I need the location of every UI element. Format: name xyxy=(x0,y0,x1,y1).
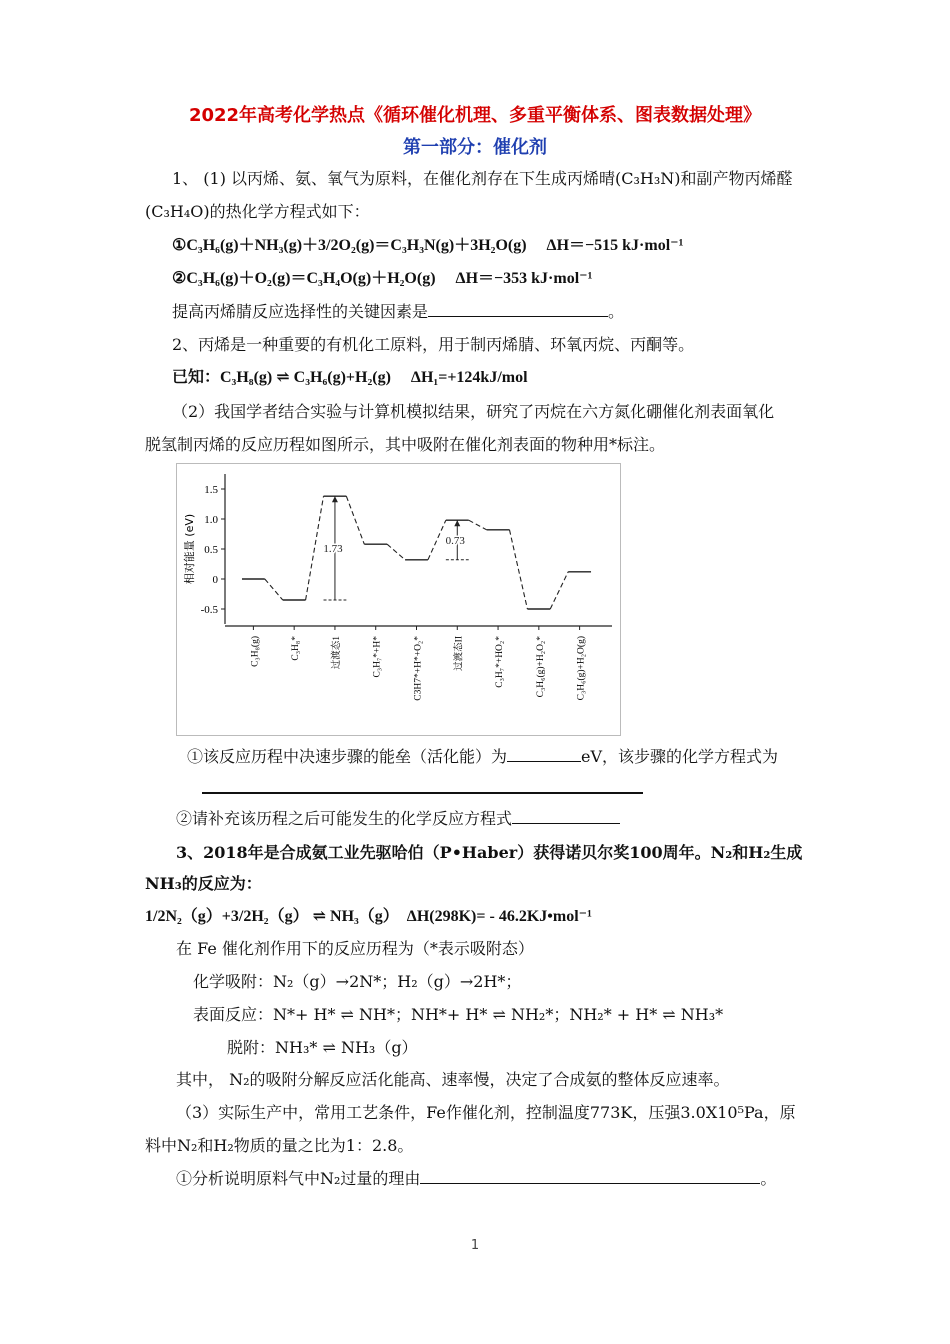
q2-sub2 xyxy=(176,808,846,830)
page-number: 1 xyxy=(470,1238,480,1253)
q2-sub1-text: ①该反应历程中决速步骤的能垒（活化能）为 xyxy=(187,747,508,766)
q2-sub1 xyxy=(187,746,857,768)
q2-known-equation: 已知：C₃H₈(g) ⇌ C₃H₆(g)+H₂(g) ΔH₁=+124kJ/mol xyxy=(172,369,528,386)
q3-mechanism-intro: 在 Fe 催化剂作用下的反应历程为（*表示吸附态） xyxy=(176,939,534,958)
energy-connector xyxy=(265,579,283,600)
q2-energy-barrier-blank[interactable] xyxy=(507,747,581,762)
y-tick-label: 1.5 xyxy=(204,484,218,496)
energy-connector xyxy=(387,544,405,560)
q1-equation-2: ②C₃H₆(g)＋O₂(g)＝C₃H₄O(g)＋H₂O(g) ΔH＝−353 kJ·mol⁻¹ xyxy=(172,270,593,287)
q2-intro: 2、丙烯是一种重要的有机化工原料，用于制丙烯腈、环氧丙烷、丙酮等。 xyxy=(172,335,695,354)
barrier-arrowhead xyxy=(332,496,338,502)
q3-sub1-end: 。 xyxy=(760,1169,777,1188)
energy-connector xyxy=(509,530,527,609)
y-tick-label: 0.5 xyxy=(204,544,218,556)
section-heading: 第一部分：催化剂 xyxy=(403,137,547,158)
q3-surface-reaction: 表面反应：N*+ H* ⇌ NH*；NH*+ H* ⇌ NH₂*；NH₂* + H* ⇌ NH₃* xyxy=(193,1005,724,1024)
category-label: C3H7*+H*+O₂* xyxy=(413,636,424,701)
q3-line1: 3、2018年是合成氨工业先驱哈伯（P•Haber）获得诺贝尔奖100周年。N₂和H₂生成 xyxy=(176,843,803,862)
q1-question xyxy=(172,301,842,323)
category-label: C₃H₆(g)+H₂O(g) xyxy=(576,636,587,701)
q2-part2-line1: （2）我国学者结合实验与计算机模拟结果，研究了丙烷在六方氮化硼催化剂表面氧化 xyxy=(172,402,775,421)
y-axis-label: 相对能量 (eV) xyxy=(183,513,196,585)
q3-sub1-text: ①分析说明原料气中N₂过量的理由 xyxy=(176,1169,421,1188)
q3-chemisorption: 化学吸附：N₂（g）→2N*；H₂（g）→2H*； xyxy=(193,972,522,991)
energy-connector xyxy=(346,496,364,544)
category-label: C₃H₈(g) xyxy=(250,636,261,667)
q3-desorption: 脱附：NH₃* ⇌ NH₃（g） xyxy=(227,1038,418,1057)
document-title: 2022年高考化学热点《循环催化机理、多重平衡体系、图表数据处理》 xyxy=(188,105,762,126)
q1-question-text: 提高丙烯腈反应选择性的关键因素是 xyxy=(172,302,429,321)
q3-sub1 xyxy=(176,1168,846,1190)
q2-equation-blank[interactable] xyxy=(202,792,643,794)
q3-part3-line2: 料中N₂和H₂物质的量之比为1：2.8。 xyxy=(145,1136,414,1155)
q3-sub1-blank[interactable] xyxy=(420,1169,760,1184)
q2-sub2-blank[interactable] xyxy=(512,809,620,824)
q1-equation-1: ①C₃H₆(g)＋NH₃(g)＋3/2O₂(g)＝C₃H₃N(g)＋3H₂O(g) ΔH＝−515 kJ·mol⁻¹ xyxy=(172,237,684,254)
category-label: C₃H₇*+HO₂* xyxy=(495,636,506,688)
q1-answer-blank[interactable] xyxy=(428,302,608,317)
y-tick-label: -0.5 xyxy=(200,604,218,616)
energy-profile-svg xyxy=(177,464,620,735)
q3-line2: NH₃的反应为： xyxy=(145,874,262,893)
category-label: C₃H₇*+H* xyxy=(372,636,383,678)
q3-part3-line1: （3）实际生产中，常用工艺条件，Fe作催化剂，控制温度773K，压强3.0X10⁵Pa，原 xyxy=(176,1103,796,1122)
q3-note: 其中， N₂的吸附分解反应活化能高、速率慢，决定了合成氨的整体反应速率。 xyxy=(176,1070,730,1089)
q3-equation: 1/2N₂（g）+3/2H₂（g） ⇌ NH₃（g） ΔH(298K)= - 46.2KJ•mol⁻¹ xyxy=(145,908,592,925)
category-label: 过渡态II xyxy=(454,636,465,671)
category-label: C₃H₆(g)+H₂O₂* xyxy=(535,636,546,698)
q2-part2-line2: 脱氢制丙烯的反应历程如图所示，其中吸附在催化剂表面的物种用*标注。 xyxy=(145,435,666,454)
q2-sub2-text: ②请补充该历程之后可能发生的化学反应方程式 xyxy=(176,809,513,828)
energy-connector xyxy=(550,572,568,609)
q1-line1: 1、 (1) 以丙烯、氨、氧气为原料，在催化剂存在下生成丙烯晴(C₃H₃N)和副产物丙烯醛 xyxy=(172,169,793,188)
energy-connector xyxy=(469,520,487,530)
barrier-arrowhead xyxy=(454,520,460,526)
category-label: 过渡态1 xyxy=(331,636,342,670)
energy-connector xyxy=(428,520,446,560)
q1-question-end: 。 xyxy=(608,302,625,321)
barrier-label: 0.73 xyxy=(445,535,465,547)
q2-sub1-text-2: eV，该步骤的化学方程式为 xyxy=(581,747,779,766)
y-tick-label: 0 xyxy=(212,574,218,586)
y-tick-label: 1.0 xyxy=(204,514,218,526)
category-label: C₃H₈* xyxy=(291,636,302,661)
barrier-label: 1.73 xyxy=(323,543,343,556)
energy-profile-chart xyxy=(176,463,621,736)
energy-connector xyxy=(306,496,324,600)
q1-line2: (C₃H₄O)的热化学方程式如下： xyxy=(145,202,370,221)
